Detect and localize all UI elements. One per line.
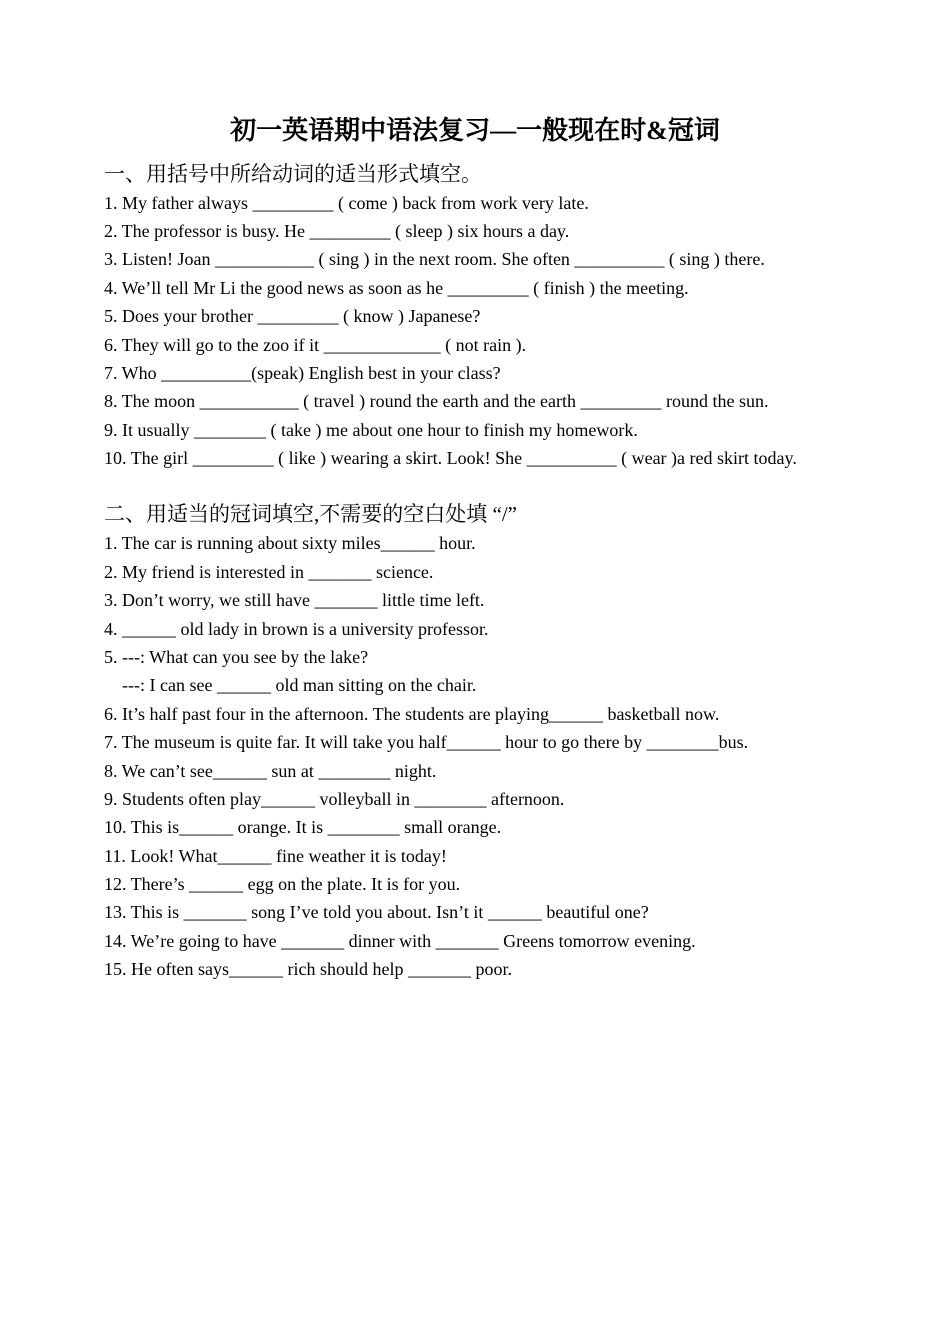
section-2-question-15: 15. He often says______ rich should help _______ poor. [104,959,512,979]
section-1-question-5: 5. Does your brother _________ ( know ) Japanese? [104,306,481,326]
section-1-question-3: 3. Listen! Joan ___________ ( sing ) in the next room. She often __________ ( sing ) there. [104,249,765,269]
section-2-question-7: 7. The museum is quite far. It will take you half______ hour to go there by ________bus. [104,732,749,752]
section-2-question-5: 5. ---: What can you see by the lake? [104,647,369,667]
section-2-question-3: 3. Don’t worry, we still have _______ little time left. [104,590,485,610]
section-2-question-12: 12. There’s ______ egg on the plate. It is for you. [104,874,461,894]
section-2-question-8: 8. We can’t see______ sun at ________ night. [104,761,437,781]
section-2-question-5-answer: ---: I can see ______ old man sitting on the chair. [122,675,477,695]
section-2-question-2: 2. My friend is interested in _______ science. [104,562,434,582]
page-title: 初一英语期中语法复习—一般现在时&冠词 [230,116,720,145]
section-2-question-10: 10. This is______ orange. It is ________ small orange. [104,817,502,837]
section-1-question-10: 10. The girl _________ ( like ) wearing a skirt. Look! She __________ ( wear )a red skirt today. [104,448,797,468]
section-1-question-8: 8. The moon ___________ ( travel ) round the earth and the earth _________ round the sun. [104,391,769,411]
section-1-question-2: 2. The professor is busy. He _________ ( sleep ) six hours a day. [104,221,570,241]
section-1-question-6: 6. They will go to the zoo if it _____________ ( not rain ). [104,335,527,355]
section-2-question-11: 11. Look! What______ fine weather it is today! [104,846,447,866]
section-2-heading: 二、用适当的冠词填空,不需要的空白处填 “/” [104,502,517,526]
section-1-question-4: 4. We’ll tell Mr Li the good news as soon as he _________ ( finish ) the meeting. [104,278,689,298]
section-1-question-1: 1. My father always _________ ( come ) back from work very late. [104,193,589,213]
section-2-question-14: 14. We’re going to have _______ dinner with _______ Greens tomorrow evening. [104,931,696,951]
section-2-question-13: 13. This is _______ song I’ve told you about. Isn’t it ______ beautiful one? [104,902,649,922]
section-1-heading: 一、用括号中所给动词的适当形式填空。 [104,162,482,186]
section-2-question-1: 1. The car is running about sixty miles______ hour. [104,533,476,553]
section-1-question-7: 7. Who __________(speak) English best in your class? [104,363,501,383]
section-1-question-9: 9. It usually ________ ( take ) me about one hour to finish my homework. [104,420,638,440]
section-2-question-6: 6. It’s half past four in the afternoon. The students are playing______ basketball now. [104,704,720,724]
section-2-question-4: 4. ______ old lady in brown is a university professor. [104,619,489,639]
section-2-question-9: 9. Students often play______ volleyball in ________ afternoon. [104,789,565,809]
